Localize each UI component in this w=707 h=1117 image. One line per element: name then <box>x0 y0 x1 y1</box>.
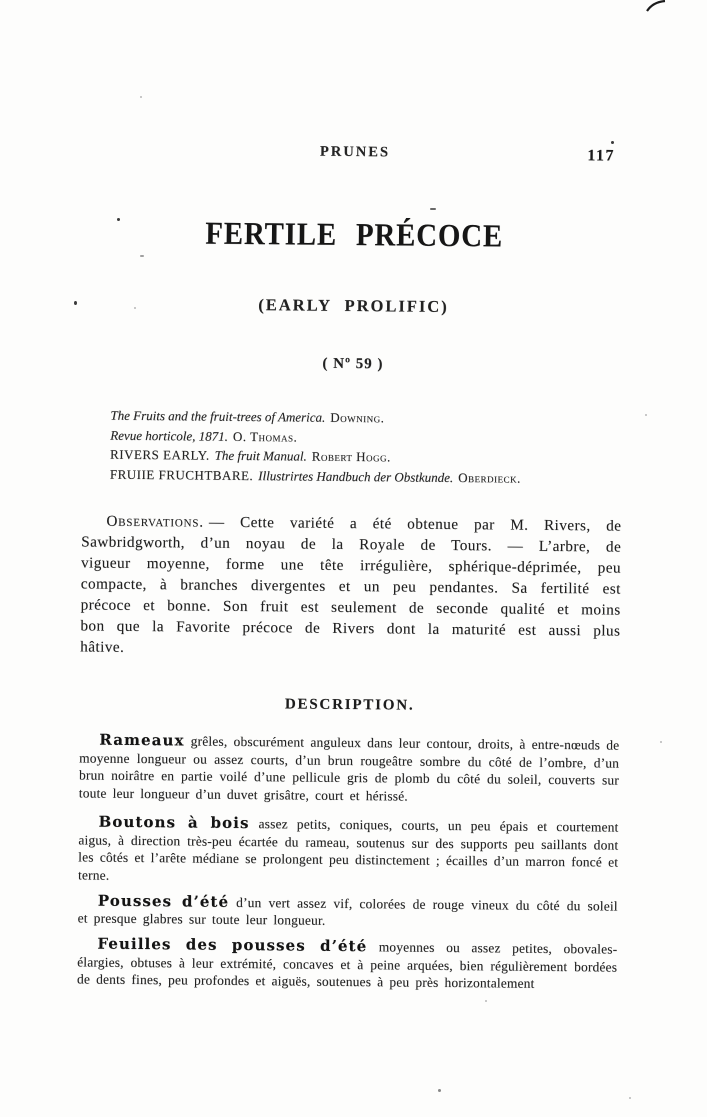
scan-speck <box>645 414 647 416</box>
scan-speck <box>660 741 662 743</box>
bibliography-author: O. Thomas. <box>232 428 298 444</box>
paragraph-text: d’un vert assez vif, colorées de rouge vineux du côté du soleil et presque glabres sur toute leur longueur. <box>77 894 618 929</box>
scan-speck <box>485 1000 487 1002</box>
bibliography-source-lead: FRUIIE FRUCHTBARE. <box>109 466 254 483</box>
scan-speck <box>140 255 144 257</box>
paragraph-text: assez petits, coniques, courts, un peu épais et courtement aigus, à direction très-peu écartée du rameau, soutenus sur des supports peu saillants dont les côtés et l’arête médiane se prolongent peu distinctement ; écailles d’un marron foncé et terne. <box>77 815 619 883</box>
observations-paragraph <box>80 510 621 662</box>
scan-speck <box>629 1097 631 1099</box>
bibliography-author: Robert Hogg. <box>311 448 391 465</box>
paragraph-rameaux <box>79 731 620 807</box>
paragraph-lead: Feuilles des pousses d’été <box>97 934 368 956</box>
scan-speck <box>134 307 136 309</box>
variety-title: FERTILE PRÉCOCE <box>205 214 504 254</box>
paragraph-lead: Pousses d’été <box>97 891 230 911</box>
paragraph-text: grêles, obscurément anguleux dans leur contour, droits, à entre-nœuds de moyenne longueur ou assez courts, d’un brun rougeâtre sombre du côté de l’ombre, d’un brun noirâtre en partie voilé d’une pellicule gris de plomb du côté du soleil, couverts sur toute leur longueur d’un duvet grisâtre, court et hérissé. <box>78 733 620 804</box>
scan-speck <box>117 218 120 221</box>
scan-speck <box>611 141 614 144</box>
bibliography-work-title: Illustrirtes Handbuch der Obstkunde. <box>258 467 454 485</box>
bibliography-entry <box>110 464 630 488</box>
running-header <box>85 140 625 163</box>
paragraph-lead: Rameaux <box>99 730 185 750</box>
scan-speck <box>438 1089 441 1092</box>
variety-subtitle-english: (EARLY PROLIFIC) <box>258 295 449 316</box>
paragraph-pousses-dete <box>78 892 618 933</box>
bibliography-author: Oberdieck. <box>458 469 521 486</box>
scan-speck <box>74 301 77 305</box>
bibliography-work-title: Revue horticole, 1871. <box>110 427 229 444</box>
bibliography-author: Downing. <box>330 409 385 426</box>
bibliography-list <box>110 406 631 489</box>
page-number: 117 <box>587 147 616 165</box>
running-title: PRUNES <box>319 143 391 161</box>
corner-stroke-mark <box>646 0 666 12</box>
bibliography-source-lead: RIVERS EARLY. <box>109 446 210 463</box>
scan-speck <box>140 96 142 98</box>
bibliography-work-title: The Fruits and the fruit-trees of America. <box>110 407 326 425</box>
paragraph-boutons-a-bois <box>78 813 619 889</box>
bibliography-work-title: The fruit Manual. <box>214 447 307 464</box>
variety-number: ( Nº 59 ) <box>322 355 384 373</box>
paragraph-text: moyennes ou assez petites, obovales-élargies, obtuses à leur extrémité, concaves et à peine arquées, bien régulièrement bordées de dents fines, peu profondes et aiguës, soutenues à peu près horizontalement <box>76 939 618 992</box>
description-heading: DESCRIPTION. <box>284 696 415 714</box>
observations-text: — Cette variété a été obtenue par M. Rivers, de Sawbridgworth, d’un noyau de la Royale de Tours. — L’arbre, de vigueur moyenne, forme une tête irrégulière, sphérique-déprimée, peu compacte, à branches divergentes et un peu pendantes. Sa fertilité est précoce et bonne. Son fruit est seulement de seconde qualité et moins bon que la Favorite précoce de Rivers dont la maturité est aussi plus hâtive. <box>80 513 622 656</box>
observations-label: Observations. <box>106 512 204 531</box>
scan-speck <box>430 208 436 210</box>
paragraph-feuilles-pousses-dete <box>77 935 617 993</box>
paragraph-lead: Boutons à bois <box>98 812 250 832</box>
